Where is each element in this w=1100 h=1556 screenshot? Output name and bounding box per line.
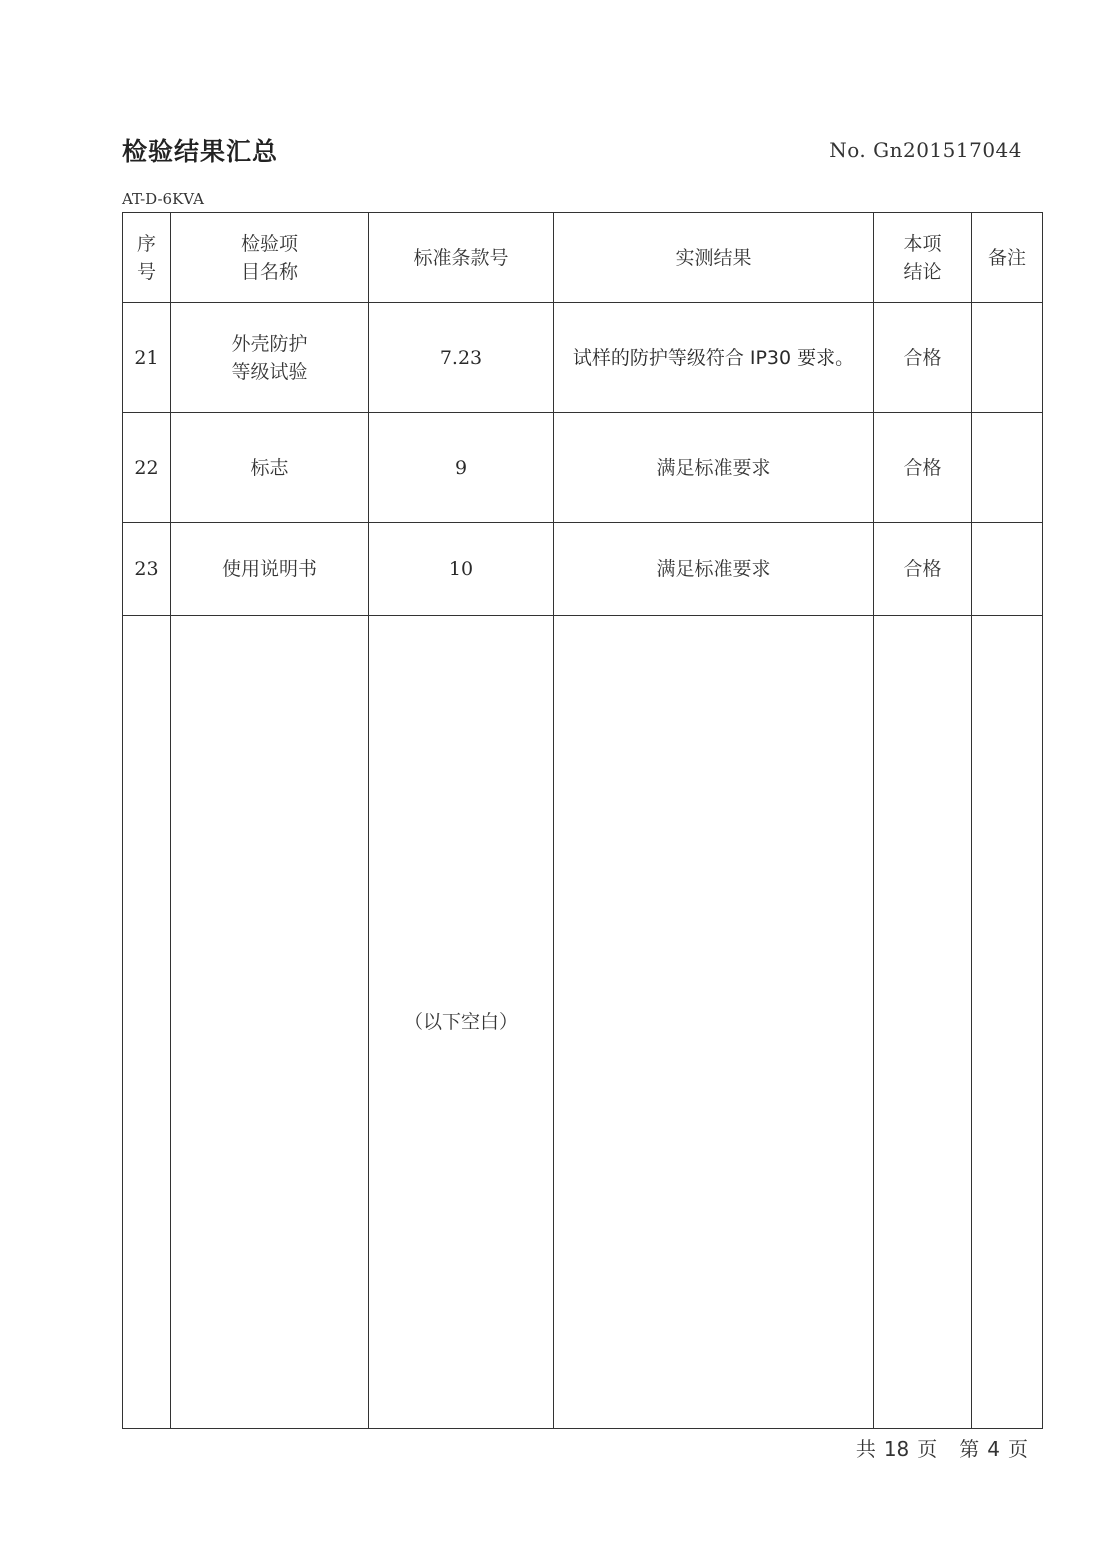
row-clause: 9 [369, 413, 554, 523]
product-model: AT-D-6KVA [122, 190, 204, 208]
header-note: 备注 [972, 213, 1043, 303]
row-note [972, 413, 1043, 523]
pager-current-page: 4 [987, 1437, 1000, 1461]
pager-total-pages: 18 [883, 1437, 910, 1461]
row-conclusion: 合格 [874, 523, 972, 616]
header-clause: 标准条款号 [369, 213, 554, 303]
row-note [972, 523, 1043, 616]
row-note [972, 303, 1043, 413]
report-number: No. Gn201517044 [829, 138, 1022, 162]
row-conclusion: 合格 [874, 413, 972, 523]
row-item-name: 外壳防护 等级试验 [171, 303, 369, 413]
blank-cell-clause [369, 616, 554, 1429]
page-counter [856, 1433, 1028, 1462]
row-clause: 10 [369, 523, 554, 616]
table-row [123, 413, 1043, 523]
page-title: 检验结果汇总 [122, 137, 279, 166]
blank-cell-note [972, 616, 1043, 1429]
table-header-row [123, 213, 1043, 303]
row-clause: 7.23 [369, 303, 554, 413]
row-seq: 21 [123, 303, 171, 413]
pager-current-unit: 页 [1008, 1437, 1028, 1461]
pager-total-label: 共 [855, 1437, 876, 1461]
row-seq: 22 [123, 413, 171, 523]
header-seq: 序 号 [123, 213, 171, 303]
table-row [123, 303, 1043, 413]
row-item-name: 标志 [171, 413, 369, 523]
table-row [123, 523, 1043, 616]
blank-cell-item [171, 616, 369, 1429]
blank-cell-conclusion [874, 616, 972, 1429]
row-result: 满足标准要求 [554, 523, 874, 616]
blank-cell-seq [123, 616, 171, 1429]
header-conclusion: 本项 结论 [874, 213, 972, 303]
blank-row [123, 616, 1043, 1429]
results-table [122, 212, 1043, 1429]
pager-total-unit: 页 [917, 1437, 938, 1461]
row-conclusion: 合格 [874, 303, 972, 413]
blank-marker: （以下空白） [403, 1011, 518, 1033]
pager-current-label: 第 [959, 1437, 980, 1461]
row-item-name: 使用说明书 [171, 523, 369, 616]
row-result: 满足标准要求 [554, 413, 874, 523]
header-item-name: 检验项 目名称 [171, 213, 369, 303]
row-result: 试样的防护等级符合 IP30 要求。 [554, 303, 874, 413]
blank-cell-result [554, 616, 874, 1429]
header-result: 实测结果 [554, 213, 874, 303]
row-seq: 23 [123, 523, 171, 616]
